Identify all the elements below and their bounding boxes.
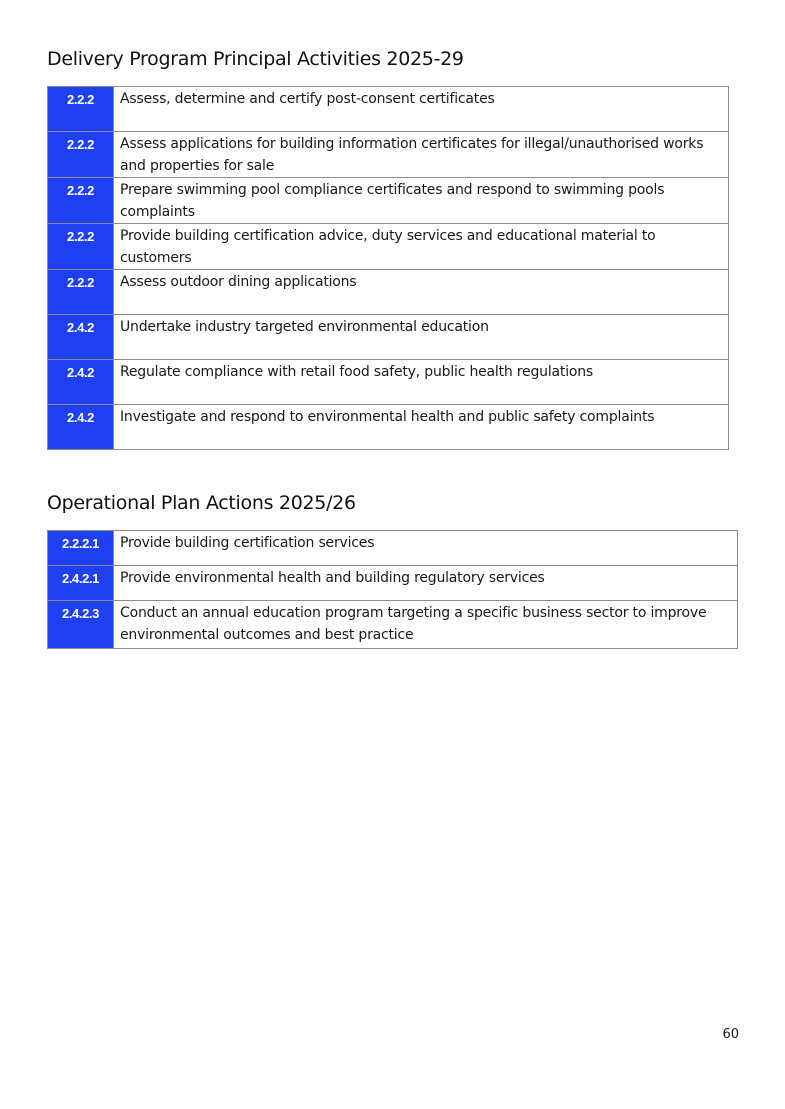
activity-description: Prepare swimming pool compliance certificates and respond to swimming pools complaints — [114, 178, 729, 224]
table-row — [48, 360, 729, 405]
activity-description: Provide building certification advice, duty services and educational material to customers — [114, 224, 729, 270]
activity-description: Assess, determine and certify post-consent certificates — [114, 87, 729, 132]
activity-code: 2.2.2 — [48, 224, 114, 270]
table-row — [48, 270, 729, 315]
table-row — [48, 601, 738, 649]
table-row — [48, 566, 738, 601]
activity-description: Undertake industry targeted environmental education — [114, 315, 729, 360]
delivery-program-heading: Delivery Program Principal Activities 2025-29 — [47, 48, 464, 70]
action-code: 2.2.2.1 — [48, 531, 114, 566]
action-description: Provide environmental health and building regulatory services — [114, 566, 738, 601]
table-row — [48, 87, 729, 132]
activity-description: Assess applications for building information certificates for illegal/unauthorised works and properties for sale — [114, 132, 729, 178]
table-row — [48, 178, 729, 224]
table-row — [48, 224, 729, 270]
activity-code: 2.2.2 — [48, 132, 114, 178]
table-row — [48, 132, 729, 178]
activity-code: 2.4.2 — [48, 405, 114, 450]
activity-code: 2.2.2 — [48, 270, 114, 315]
action-description: Conduct an annual education program targeting a specific business sector to improve environmental outcomes and best practice — [114, 601, 738, 649]
operational-plan-heading: Operational Plan Actions 2025/26 — [47, 492, 356, 514]
table-row — [48, 531, 738, 566]
activity-code: 2.4.2 — [48, 360, 114, 405]
operational-plan-table — [47, 530, 738, 649]
activity-description: Investigate and respond to environmental health and public safety complaints — [114, 405, 729, 450]
action-code: 2.4.2.3 — [48, 601, 114, 649]
activity-description: Assess outdoor dining applications — [114, 270, 729, 315]
action-description: Provide building certification services — [114, 531, 738, 566]
action-code: 2.4.2.1 — [48, 566, 114, 601]
table-row — [48, 405, 729, 450]
page-number: 60 — [722, 1027, 739, 1042]
table-row — [48, 315, 729, 360]
delivery-program-table — [47, 86, 729, 450]
activity-description: Regulate compliance with retail food safety, public health regulations — [114, 360, 729, 405]
activity-code: 2.4.2 — [48, 315, 114, 360]
activity-code: 2.2.2 — [48, 178, 114, 224]
activity-code: 2.2.2 — [48, 87, 114, 132]
